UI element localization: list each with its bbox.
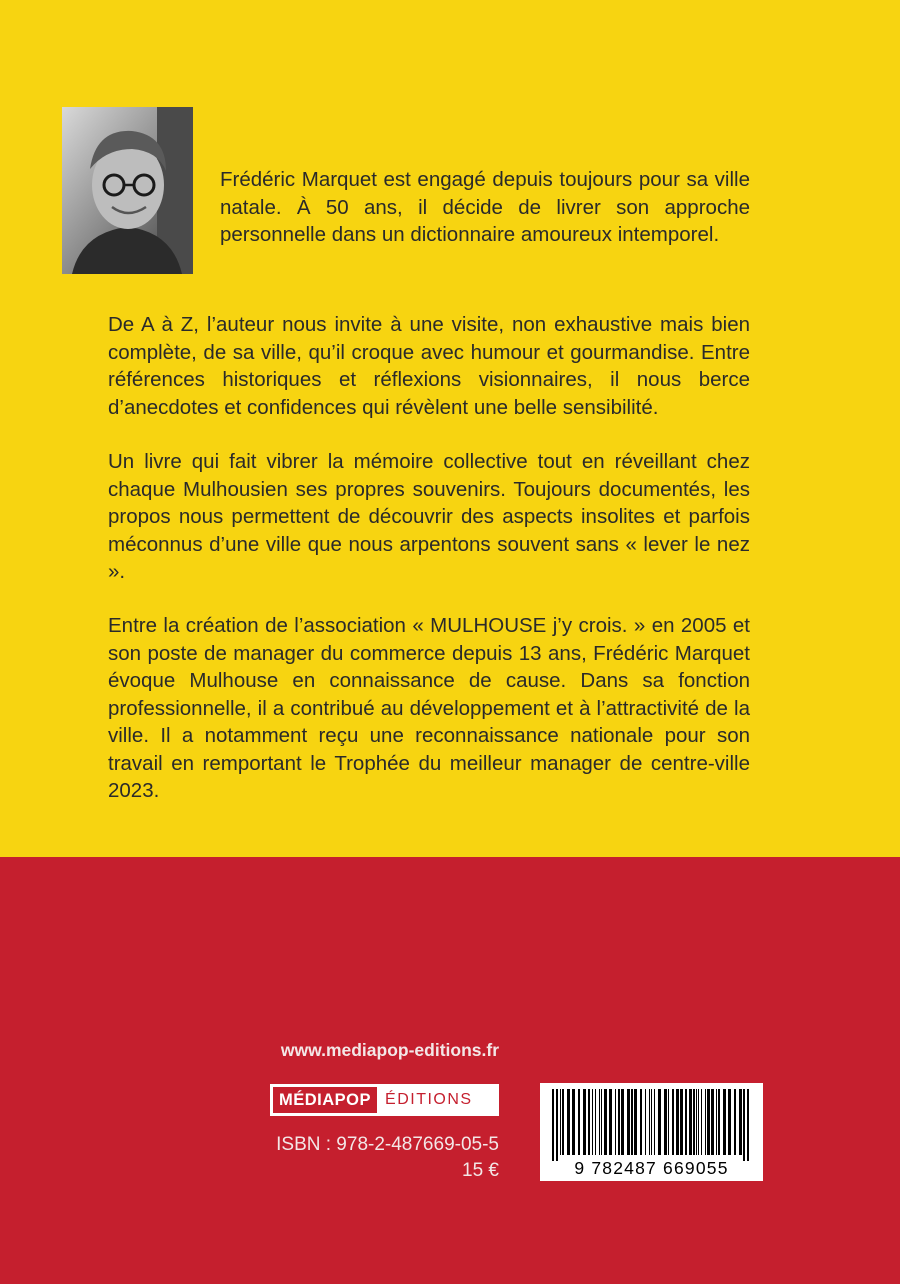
barcode-bar [578, 1089, 580, 1155]
barcode-bar [640, 1089, 642, 1155]
barcode-bar [599, 1089, 600, 1155]
barcode-bar [615, 1089, 616, 1155]
barcode-bar [664, 1089, 667, 1155]
barcode-bar [705, 1089, 706, 1155]
barcode-bar [572, 1089, 575, 1155]
barcode-bar [672, 1089, 674, 1155]
barcode-bar [680, 1089, 683, 1155]
barcode-bar [734, 1089, 736, 1155]
logo-sub: ÉDITIONS [385, 1091, 473, 1108]
barcode-bar [651, 1089, 652, 1155]
barcode-bar [743, 1089, 745, 1161]
barcode-bar [631, 1089, 633, 1155]
barcode-bar [739, 1089, 742, 1155]
barcode-bar [658, 1089, 661, 1155]
barcode-bar [552, 1089, 554, 1161]
isbn-text: ISBN : 978-2-487669-05-5 [276, 1134, 499, 1155]
barcode-bar [567, 1089, 570, 1155]
red-panel [0, 857, 900, 1284]
barcode-bar [693, 1089, 695, 1155]
logo-word: MÉDIAPOP [273, 1087, 377, 1113]
barcode-bar [562, 1089, 564, 1155]
publisher-website[interactable]: www.mediapop-editions.fr [280, 1040, 499, 1060]
description-paragraph-2: Un livre qui fait vibrer la mémoire collective tout en réveillant chez chaque Mulhousien ses propres souvenirs. Toujours documentés, les propos nous permettent de découvrir des aspects insolites et parfois méconnus d’une ville que nous arpentons souvent sans « lever le nez ». [108, 450, 750, 583]
barcode-bar [588, 1089, 590, 1155]
barcode-bar [668, 1089, 669, 1155]
publisher-logo [270, 1084, 499, 1116]
barcode-bar [583, 1089, 586, 1155]
author-bio: Entre la création de l’association « MULHOUSE j’y crois. » en 2005 et son poste de manager du commerce depuis 13 ans, Frédéric Marquet évoque Mulhouse en connaissance de cause. Dans sa fonction professionnelle, il a contribué au développement et à l’attractivité de la ville. Il a notamment reçu une reconnaissance nationale pour son travail en remportant le Trophée du meilleur manager de centre-ville 2023. [108, 614, 750, 802]
barcode-bar [689, 1089, 692, 1155]
barcode-bar [604, 1089, 607, 1155]
author-portrait-icon [62, 107, 193, 274]
barcode-bar [595, 1089, 596, 1155]
barcode [540, 1083, 763, 1181]
barcode-bar [556, 1089, 558, 1161]
barcode-bar [627, 1089, 630, 1155]
barcode-bar [649, 1089, 650, 1155]
barcode-bar [560, 1089, 561, 1155]
barcode-bar [711, 1089, 714, 1155]
barcode-bar [621, 1089, 624, 1155]
barcode-bar [618, 1089, 620, 1155]
barcode-bar [676, 1089, 679, 1155]
barcode-bar [601, 1089, 602, 1155]
barcode-bar [701, 1089, 702, 1155]
barcode-bar [592, 1089, 593, 1155]
barcode-bar [609, 1089, 612, 1155]
barcode-bar [685, 1089, 687, 1155]
barcode-bar [747, 1089, 749, 1161]
barcode-digits: 9 782487 669055 [574, 1158, 729, 1178]
barcode-bar [723, 1089, 726, 1155]
description-paragraph-1: De A à Z, l’auteur nous invite à une visite, non exhaustive mais bien complète, de sa ville, qu’il croque avec humour et gourmandise. Entre références historiques et réflexions visionnaires, il nous berce d’anecdotes et confidences qui révèlent une belle sensibilité. [108, 313, 750, 419]
barcode-bar [696, 1089, 697, 1155]
barcode-bar [718, 1089, 720, 1155]
author-intro: Frédéric Marquet est engagé depuis toujours pour sa ville natale. À 50 ans, il décide de livrer son approche personnelle dans un dictionnaire amoureux intemporel. [220, 168, 750, 246]
barcode-bar [645, 1089, 646, 1155]
barcode-bar [634, 1089, 637, 1155]
barcode-bar [728, 1089, 731, 1155]
barcode-bar [707, 1089, 710, 1155]
barcode-bar [654, 1089, 655, 1155]
barcode-bar [698, 1089, 699, 1155]
price-text: 15 € [462, 1160, 499, 1181]
barcode-bar [716, 1089, 717, 1155]
